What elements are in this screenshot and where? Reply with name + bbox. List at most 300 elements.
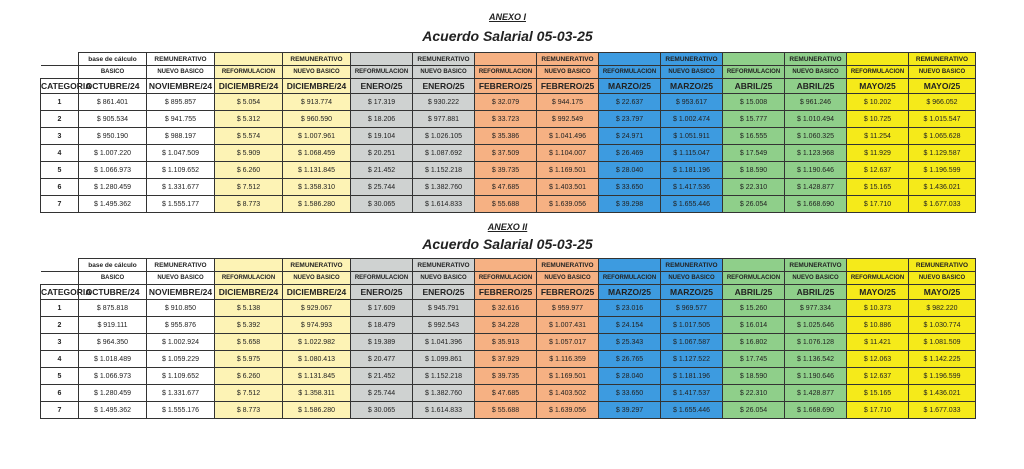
value-cell: $ 16.802	[723, 334, 785, 351]
category-cell: 6	[41, 385, 79, 402]
value-cell: $ 1.018.489	[79, 351, 147, 368]
value-cell: $ 39.735	[475, 368, 537, 385]
header-cell: REMUNERATIVO	[661, 53, 723, 66]
value-cell: $ 6.260	[215, 162, 283, 179]
header-cell: NUEVO BASICO	[661, 66, 723, 79]
value-cell: $ 1.109.652	[147, 162, 215, 179]
header-cell: DICIEMBRE/24	[215, 79, 283, 94]
value-cell: $ 10.725	[847, 111, 909, 128]
value-cell: $ 32.616	[475, 300, 537, 317]
value-cell: $ 1.076.128	[785, 334, 847, 351]
header-cell: REFORMULACION	[475, 66, 537, 79]
salary-table	[40, 52, 976, 213]
header-cell: MAYO/25	[909, 79, 976, 94]
value-cell: $ 1.059.229	[147, 351, 215, 368]
value-cell: $ 1.196.599	[909, 162, 976, 179]
value-cell: $ 17.319	[351, 94, 413, 111]
value-cell: $ 1.015.547	[909, 111, 976, 128]
value-cell: $ 1.131.845	[283, 368, 351, 385]
header-cell: NUEVO BASICO	[413, 66, 475, 79]
header-cell: REFORMULACION	[215, 66, 283, 79]
value-cell: $ 12.063	[847, 351, 909, 368]
header-cell: BASICO	[79, 272, 147, 285]
value-cell: $ 5.909	[215, 145, 283, 162]
value-cell: $ 913.774	[283, 94, 351, 111]
category-cell: 5	[41, 162, 79, 179]
value-cell: $ 1.358.310	[283, 179, 351, 196]
value-cell: $ 941.755	[147, 111, 215, 128]
header-cell: ABRIL/25	[785, 79, 847, 94]
value-cell: $ 26.765	[599, 351, 661, 368]
value-cell: $ 5.392	[215, 317, 283, 334]
category-cell: 2	[41, 317, 79, 334]
value-cell: $ 944.175	[537, 94, 599, 111]
table-row	[41, 300, 976, 317]
header-cell: FEBRERO/25	[537, 79, 599, 94]
table-header-row-1	[41, 259, 976, 272]
value-cell: $ 47.685	[475, 179, 537, 196]
value-cell: $ 12.637	[847, 162, 909, 179]
header-cell: ABRIL/25	[723, 285, 785, 300]
value-cell: $ 895.857	[147, 94, 215, 111]
value-cell: $ 15.260	[723, 300, 785, 317]
value-cell: $ 1.010.494	[785, 111, 847, 128]
header-cell: REMUNERATIVO	[413, 259, 475, 272]
value-cell: $ 1.066.973	[79, 368, 147, 385]
value-cell: $ 11.254	[847, 128, 909, 145]
header-cell: REMUNERATIVO	[909, 259, 976, 272]
header-cell: OCTUBRE/24	[79, 79, 147, 94]
value-cell: $ 1.065.628	[909, 128, 976, 145]
value-cell: $ 17.549	[723, 145, 785, 162]
value-cell: $ 1.007.220	[79, 145, 147, 162]
value-cell: $ 1.025.646	[785, 317, 847, 334]
value-cell: $ 37.509	[475, 145, 537, 162]
annex-2	[40, 222, 975, 422]
table-row	[41, 94, 976, 111]
header-cell: REFORMULACION	[599, 66, 661, 79]
table-row	[41, 179, 976, 196]
header-cell	[475, 259, 537, 272]
annex-1	[40, 6, 975, 216]
value-cell: $ 22.310	[723, 385, 785, 402]
header-cell: NUEVO BASICO	[283, 66, 351, 79]
header-cell: NUEVO BASICO	[785, 272, 847, 285]
empty-cell	[41, 272, 79, 285]
header-cell: NUEVO BASICO	[147, 272, 215, 285]
value-cell: $ 19.104	[351, 128, 413, 145]
value-cell: $ 21.452	[351, 162, 413, 179]
annex-title: Acuerdo Salarial 05-03-25	[422, 28, 593, 44]
value-cell: $ 33.650	[599, 179, 661, 196]
header-cell: REFORMULACION	[351, 272, 413, 285]
salary-table	[40, 258, 976, 419]
value-cell: $ 35.386	[475, 128, 537, 145]
category-cell: 2	[41, 111, 79, 128]
value-cell: $ 959.977	[537, 300, 599, 317]
value-cell: $ 1.358.311	[283, 385, 351, 402]
value-cell: $ 919.111	[79, 317, 147, 334]
value-cell: $ 39.298	[599, 196, 661, 213]
value-cell: $ 33.723	[475, 111, 537, 128]
header-cell	[215, 259, 283, 272]
value-cell: $ 1.614.833	[413, 402, 475, 419]
header-cell: REFORMULACION	[215, 272, 283, 285]
header-cell	[351, 53, 413, 66]
empty-cell	[41, 259, 79, 272]
category-cell: 7	[41, 196, 79, 213]
value-cell: $ 30.065	[351, 402, 413, 419]
header-cell: NUEVO BASICO	[413, 272, 475, 285]
value-cell: $ 55.688	[475, 402, 537, 419]
value-cell: $ 1.022.982	[283, 334, 351, 351]
value-cell: $ 18.206	[351, 111, 413, 128]
value-cell: $ 1.057.017	[537, 334, 599, 351]
header-cell: ENERO/25	[413, 79, 475, 94]
value-cell: $ 1.555.176	[147, 402, 215, 419]
value-cell: $ 1.331.677	[147, 385, 215, 402]
value-cell: $ 1.668.690	[785, 196, 847, 213]
header-cell: REFORMULACION	[847, 66, 909, 79]
header-cell: REFORMULACION	[847, 272, 909, 285]
value-cell: $ 1.109.652	[147, 368, 215, 385]
value-cell: $ 905.534	[79, 111, 147, 128]
value-cell: $ 26.469	[599, 145, 661, 162]
header-cell: MARZO/25	[661, 79, 723, 94]
category-cell: 3	[41, 334, 79, 351]
value-cell: $ 1.190.646	[785, 368, 847, 385]
header-cell: REMUNERATIVO	[147, 259, 215, 272]
header-cell	[215, 53, 283, 66]
value-cell: $ 1.586.280	[283, 402, 351, 419]
value-cell: $ 1.495.362	[79, 196, 147, 213]
value-cell: $ 28.040	[599, 368, 661, 385]
value-cell: $ 1.007.431	[537, 317, 599, 334]
value-cell: $ 1.152.218	[413, 368, 475, 385]
value-cell: $ 1.428.877	[785, 385, 847, 402]
value-cell: $ 1.068.459	[283, 145, 351, 162]
header-cell: REMUNERATIVO	[283, 259, 351, 272]
value-cell: $ 25.744	[351, 179, 413, 196]
value-cell: $ 969.577	[661, 300, 723, 317]
empty-cell	[41, 53, 79, 66]
value-cell: $ 966.052	[909, 94, 976, 111]
header-cell	[599, 53, 661, 66]
category-cell: 7	[41, 402, 79, 419]
header-cell: REMUNERATIVO	[909, 53, 976, 66]
value-cell: $ 20.477	[351, 351, 413, 368]
category-cell: 5	[41, 368, 79, 385]
header-cell: NUEVO BASICO	[147, 66, 215, 79]
value-cell: $ 10.886	[847, 317, 909, 334]
header-cell: MARZO/25	[661, 285, 723, 300]
value-cell: $ 1.115.047	[661, 145, 723, 162]
header-cell: DICIEMBRE/24	[215, 285, 283, 300]
value-cell: $ 23.797	[599, 111, 661, 128]
empty-cell	[41, 66, 79, 79]
value-cell: $ 1.041.396	[413, 334, 475, 351]
value-cell: $ 955.876	[147, 317, 215, 334]
value-cell: $ 982.220	[909, 300, 976, 317]
value-cell: $ 1.677.033	[909, 402, 976, 419]
value-cell: $ 8.773	[215, 402, 283, 419]
value-cell: $ 1.066.973	[79, 162, 147, 179]
header-cell: NUEVO BASICO	[537, 66, 599, 79]
value-cell: $ 39.735	[475, 162, 537, 179]
table-header-row-3	[41, 79, 976, 94]
table-row	[41, 111, 976, 128]
value-cell: $ 1.428.877	[785, 179, 847, 196]
value-cell: $ 5.054	[215, 94, 283, 111]
header-cell: DICIEMBRE/24	[283, 285, 351, 300]
header-cell: NUEVO BASICO	[785, 66, 847, 79]
table-row	[41, 162, 976, 179]
header-cell: NUEVO BASICO	[909, 272, 976, 285]
header-cell: BASICO	[79, 66, 147, 79]
value-cell: $ 992.543	[413, 317, 475, 334]
header-cell: REMUNERATIVO	[785, 259, 847, 272]
value-cell: $ 21.452	[351, 368, 413, 385]
header-cell: REMUNERATIVO	[147, 53, 215, 66]
category-cell: 1	[41, 94, 79, 111]
value-cell: $ 1.080.413	[283, 351, 351, 368]
header-cell	[599, 259, 661, 272]
header-cell: REMUNERATIVO	[537, 53, 599, 66]
value-cell: $ 910.850	[147, 300, 215, 317]
value-cell: $ 26.054	[723, 402, 785, 419]
header-cell: CATEGORIA	[41, 79, 79, 94]
header-cell: REFORMULACION	[723, 66, 785, 79]
value-cell: $ 1.142.225	[909, 351, 976, 368]
value-cell: $ 1.280.459	[79, 179, 147, 196]
value-cell: $ 1.099.861	[413, 351, 475, 368]
value-cell: $ 1.382.760	[413, 179, 475, 196]
header-cell	[475, 53, 537, 66]
table-header-row-2	[41, 272, 976, 285]
header-cell: ENERO/25	[351, 79, 413, 94]
value-cell: $ 1.127.522	[661, 351, 723, 368]
category-cell: 1	[41, 300, 79, 317]
value-cell: $ 1.436.021	[909, 179, 976, 196]
value-cell: $ 992.549	[537, 111, 599, 128]
value-cell: $ 5.658	[215, 334, 283, 351]
value-cell: $ 17.710	[847, 196, 909, 213]
value-cell: $ 930.222	[413, 94, 475, 111]
value-cell: $ 1.181.196	[661, 162, 723, 179]
value-cell: $ 18.590	[723, 368, 785, 385]
value-cell: $ 55.688	[475, 196, 537, 213]
header-cell: ENERO/25	[351, 285, 413, 300]
value-cell: $ 1.382.760	[413, 385, 475, 402]
header-cell: ABRIL/25	[785, 285, 847, 300]
header-cell: REFORMULACION	[351, 66, 413, 79]
value-cell: $ 39.297	[599, 402, 661, 419]
value-cell: $ 1.129.587	[909, 145, 976, 162]
value-cell: $ 974.993	[283, 317, 351, 334]
value-cell: $ 11.421	[847, 334, 909, 351]
value-cell: $ 977.881	[413, 111, 475, 128]
table-row	[41, 385, 976, 402]
value-cell: $ 15.165	[847, 385, 909, 402]
value-cell: $ 23.016	[599, 300, 661, 317]
header-cell	[351, 259, 413, 272]
value-cell: $ 10.202	[847, 94, 909, 111]
table-header-row-3	[41, 285, 976, 300]
value-cell: $ 1.190.646	[785, 162, 847, 179]
value-cell: $ 26.054	[723, 196, 785, 213]
value-cell: $ 15.008	[723, 94, 785, 111]
header-cell: base de cálculo	[79, 53, 147, 66]
value-cell: $ 953.617	[661, 94, 723, 111]
value-cell: $ 32.079	[475, 94, 537, 111]
value-cell: $ 7.512	[215, 179, 283, 196]
value-cell: $ 961.246	[785, 94, 847, 111]
header-cell: REFORMULACION	[723, 272, 785, 285]
value-cell: $ 5.312	[215, 111, 283, 128]
value-cell: $ 37.929	[475, 351, 537, 368]
value-cell: $ 1.169.501	[537, 162, 599, 179]
value-cell: $ 1.007.961	[283, 128, 351, 145]
header-cell: ABRIL/25	[723, 79, 785, 94]
value-cell: $ 10.373	[847, 300, 909, 317]
header-cell: CATEGORIA	[41, 285, 79, 300]
header-cell: FEBRERO/25	[475, 79, 537, 94]
header-cell: NUEVO BASICO	[909, 66, 976, 79]
category-cell: 3	[41, 128, 79, 145]
value-cell: $ 1.403.501	[537, 179, 599, 196]
value-cell: $ 34.228	[475, 317, 537, 334]
value-cell: $ 1.002.924	[147, 334, 215, 351]
value-cell: $ 24.971	[599, 128, 661, 145]
value-cell: $ 15.165	[847, 179, 909, 196]
value-cell: $ 1.555.177	[147, 196, 215, 213]
value-cell: $ 1.060.325	[785, 128, 847, 145]
value-cell: $ 1.331.677	[147, 179, 215, 196]
value-cell: $ 1.123.968	[785, 145, 847, 162]
annex-label: ANEXO II	[487, 222, 528, 232]
value-cell: $ 17.609	[351, 300, 413, 317]
value-cell: $ 875.818	[79, 300, 147, 317]
header-cell: REMUNERATIVO	[661, 259, 723, 272]
value-cell: $ 1.417.537	[661, 385, 723, 402]
value-cell: $ 950.190	[79, 128, 147, 145]
value-cell: $ 1.152.218	[413, 162, 475, 179]
value-cell: $ 1.017.505	[661, 317, 723, 334]
header-cell	[723, 53, 785, 66]
value-cell: $ 35.913	[475, 334, 537, 351]
value-cell: $ 1.655.446	[661, 196, 723, 213]
header-cell: NOVIEMBRE/24	[147, 285, 215, 300]
header-cell: REMUNERATIVO	[413, 53, 475, 66]
value-cell: $ 1.051.911	[661, 128, 723, 145]
header-cell: REMUNERATIVO	[283, 53, 351, 66]
value-cell: $ 1.116.359	[537, 351, 599, 368]
header-cell: base de cálculo	[79, 259, 147, 272]
value-cell: $ 16.014	[723, 317, 785, 334]
header-cell: NOVIEMBRE/24	[147, 79, 215, 94]
value-cell: $ 960.590	[283, 111, 351, 128]
value-cell: $ 19.389	[351, 334, 413, 351]
table-row	[41, 402, 976, 419]
header-cell	[847, 53, 909, 66]
header-cell: MAYO/25	[847, 79, 909, 94]
header-cell: MARZO/25	[599, 285, 661, 300]
value-cell: $ 977.334	[785, 300, 847, 317]
value-cell: $ 1.131.845	[283, 162, 351, 179]
value-cell: $ 1.081.509	[909, 334, 976, 351]
value-cell: $ 1.586.280	[283, 196, 351, 213]
table-row	[41, 368, 976, 385]
header-cell: DICIEMBRE/24	[283, 79, 351, 94]
header-cell: ENERO/25	[413, 285, 475, 300]
value-cell: $ 1.403.502	[537, 385, 599, 402]
value-cell: $ 1.104.007	[537, 145, 599, 162]
value-cell: $ 1.067.587	[661, 334, 723, 351]
value-cell: $ 5.138	[215, 300, 283, 317]
value-cell: $ 33.650	[599, 385, 661, 402]
value-cell: $ 945.791	[413, 300, 475, 317]
value-cell: $ 1.041.496	[537, 128, 599, 145]
value-cell: $ 1.677.033	[909, 196, 976, 213]
table-row	[41, 128, 976, 145]
header-cell: MAYO/25	[847, 285, 909, 300]
value-cell: $ 22.310	[723, 179, 785, 196]
table-row	[41, 317, 976, 334]
value-cell: $ 1.047.509	[147, 145, 215, 162]
header-cell: MAYO/25	[909, 285, 976, 300]
header-cell: REFORMULACION	[475, 272, 537, 285]
value-cell: $ 16.555	[723, 128, 785, 145]
table-row	[41, 196, 976, 213]
table-header-row-1	[41, 53, 976, 66]
value-cell: $ 1.002.474	[661, 111, 723, 128]
header-cell: REMUNERATIVO	[537, 259, 599, 272]
value-cell: $ 1.639.056	[537, 402, 599, 419]
category-cell: 4	[41, 145, 79, 162]
value-cell: $ 1.495.362	[79, 402, 147, 419]
value-cell: $ 1.026.105	[413, 128, 475, 145]
header-cell	[723, 259, 785, 272]
value-cell: $ 7.512	[215, 385, 283, 402]
table-header-row-2	[41, 66, 976, 79]
header-cell: NUEVO BASICO	[283, 272, 351, 285]
value-cell: $ 1.181.196	[661, 368, 723, 385]
header-cell: REFORMULACION	[599, 272, 661, 285]
table-row	[41, 334, 976, 351]
value-cell: $ 24.154	[599, 317, 661, 334]
header-cell: FEBRERO/25	[537, 285, 599, 300]
value-cell: $ 22.637	[599, 94, 661, 111]
header-cell: REMUNERATIVO	[785, 53, 847, 66]
value-cell: $ 17.745	[723, 351, 785, 368]
value-cell: $ 988.197	[147, 128, 215, 145]
table-row	[41, 351, 976, 368]
value-cell: $ 5.975	[215, 351, 283, 368]
value-cell: $ 1.196.599	[909, 368, 976, 385]
value-cell: $ 18.590	[723, 162, 785, 179]
annex-title: Acuerdo Salarial 05-03-25	[422, 236, 593, 252]
header-cell: FEBRERO/25	[475, 285, 537, 300]
value-cell: $ 20.251	[351, 145, 413, 162]
header-cell: NUEVO BASICO	[537, 272, 599, 285]
value-cell: $ 964.350	[79, 334, 147, 351]
value-cell: $ 1.655.446	[661, 402, 723, 419]
value-cell: $ 28.040	[599, 162, 661, 179]
header-cell: OCTUBRE/24	[79, 285, 147, 300]
category-cell: 6	[41, 179, 79, 196]
value-cell: $ 1.639.056	[537, 196, 599, 213]
value-cell: $ 1.417.536	[661, 179, 723, 196]
